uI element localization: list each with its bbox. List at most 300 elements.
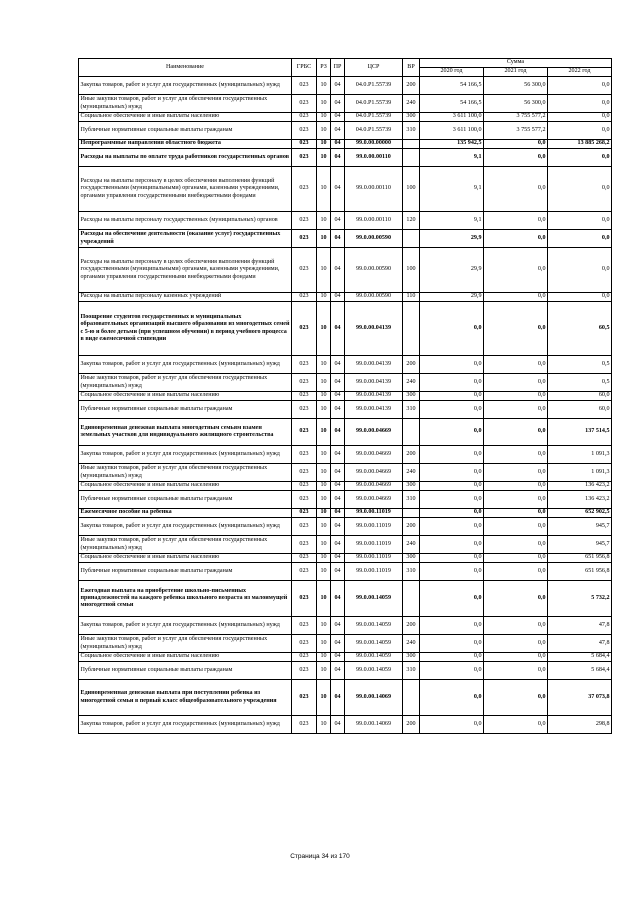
- cell-csr: 99.0.00.04669: [345, 446, 403, 464]
- cell-2020: 135 942,5: [420, 140, 484, 149]
- cell-vr: 300: [403, 482, 420, 491]
- cell-grbs: 023: [292, 149, 317, 167]
- cell-2020: 0,0: [420, 419, 484, 446]
- cell-vr: 310: [403, 122, 420, 140]
- cell-rz: 10: [317, 95, 331, 113]
- cell-rz: 10: [317, 392, 331, 401]
- cell-vr: 240: [403, 635, 420, 653]
- cell-2020: 0,0: [420, 581, 484, 617]
- cell-2022: 0,0: [548, 167, 612, 212]
- cell-vr: 310: [403, 491, 420, 509]
- table-row: [79, 401, 612, 419]
- cell-grbs: 023: [292, 392, 317, 401]
- cell-grbs: 023: [292, 113, 317, 122]
- cell-csr: 99.0.00.04669: [345, 482, 403, 491]
- cell-rz: 10: [317, 356, 331, 374]
- cell-2022: 136 423,2: [548, 482, 612, 491]
- table-row: [79, 653, 612, 662]
- cell-2020: 3 611 100,0: [420, 122, 484, 140]
- cell-grbs: 023: [292, 482, 317, 491]
- cell-2021: 0,0: [484, 392, 548, 401]
- cell-grbs: 023: [292, 302, 317, 356]
- cell-name: Ежегодная выплата на приобретение школьно-письменных принадлежностей на каждого ребенка школьного возраста из малоимущей многодетной семьи: [79, 581, 292, 617]
- cell-name: Закупка товаров, работ и услуг для государственных (муниципальных) нужд: [79, 617, 292, 635]
- cell-rz: 10: [317, 212, 331, 230]
- cell-2021: 0,0: [484, 293, 548, 302]
- cell-rz: 10: [317, 248, 331, 293]
- cell-2022: 945,7: [548, 518, 612, 536]
- cell-name: Публичные нормативные социальные выплаты гражданам: [79, 122, 292, 140]
- cell-2022: 0,0: [548, 77, 612, 95]
- cell-csr: 99.0.00.00110: [345, 212, 403, 230]
- table-row: [79, 77, 612, 95]
- cell-2021: 0,0: [484, 653, 548, 662]
- cell-2021: 0,0: [484, 419, 548, 446]
- cell-grbs: 023: [292, 635, 317, 653]
- cell-2022: 0,0: [548, 122, 612, 140]
- cell-vr: 120: [403, 212, 420, 230]
- cell-pr: 04: [331, 509, 345, 518]
- cell-grbs: 023: [292, 653, 317, 662]
- cell-rz: 10: [317, 149, 331, 167]
- cell-rz: 10: [317, 446, 331, 464]
- table-row: [79, 716, 612, 734]
- cell-rz: 10: [317, 680, 331, 716]
- cell-pr: 04: [331, 356, 345, 374]
- cell-grbs: 023: [292, 662, 317, 680]
- cell-csr: 99.0.00.14069: [345, 716, 403, 734]
- cell-name: Расходы на выплаты персоналу государственных (муниципальных) органов: [79, 212, 292, 230]
- cell-csr: 99.0.00.04139: [345, 401, 403, 419]
- table-body: [79, 77, 612, 734]
- cell-2022: 60,5: [548, 302, 612, 356]
- cell-pr: 04: [331, 140, 345, 149]
- cell-csr: 99.0.00.11019: [345, 518, 403, 536]
- cell-vr: 300: [403, 392, 420, 401]
- table-row: [79, 113, 612, 122]
- cell-vr: 240: [403, 95, 420, 113]
- cell-2021: 3 755 577,2: [484, 113, 548, 122]
- header-2021: 2021 год: [484, 68, 548, 77]
- table-row: [79, 140, 612, 149]
- cell-2022: 60,0: [548, 401, 612, 419]
- cell-grbs: 023: [292, 248, 317, 293]
- cell-vr: 200: [403, 716, 420, 734]
- cell-csr: 99.0.00.11019: [345, 554, 403, 563]
- cell-name: Ежемесячное пособие на ребенка: [79, 509, 292, 518]
- cell-2020: 29,9: [420, 248, 484, 293]
- cell-2022: 0,0: [548, 113, 612, 122]
- cell-grbs: 023: [292, 554, 317, 563]
- cell-2020: 0,0: [420, 482, 484, 491]
- cell-csr: 99.0.00.04139: [345, 374, 403, 392]
- cell-grbs: 023: [292, 563, 317, 581]
- cell-2020: 0,0: [420, 536, 484, 554]
- cell-2021: 3 755 577,2: [484, 122, 548, 140]
- cell-grbs: 023: [292, 122, 317, 140]
- cell-2022: 136 423,2: [548, 491, 612, 509]
- cell-2020: 0,0: [420, 509, 484, 518]
- table-row: [79, 491, 612, 509]
- cell-name: Иные закупки товаров, работ и услуг для обеспечения государственных (муниципальных) нужд: [79, 374, 292, 392]
- cell-2022: 5 732,2: [548, 581, 612, 617]
- cell-2021: 0,0: [484, 509, 548, 518]
- table-row: [79, 356, 612, 374]
- cell-2022: 652 902,5: [548, 509, 612, 518]
- cell-vr: 200: [403, 518, 420, 536]
- cell-grbs: 023: [292, 617, 317, 635]
- cell-2022: 47,8: [548, 635, 612, 653]
- cell-2020: 3 611 100,0: [420, 113, 484, 122]
- cell-name: Иные закупки товаров, работ и услуг для обеспечения государственных (муниципальных) нужд: [79, 536, 292, 554]
- header-2020: 2020 год: [420, 68, 484, 77]
- header-grbs: ГРБС: [292, 59, 317, 77]
- cell-2021: 0,0: [484, 149, 548, 167]
- table-row: [79, 518, 612, 536]
- cell-2022: 137 514,5: [548, 419, 612, 446]
- cell-2021: 0,0: [484, 140, 548, 149]
- cell-2020: 0,0: [420, 374, 484, 392]
- cell-pr: 04: [331, 113, 345, 122]
- cell-pr: 04: [331, 554, 345, 563]
- cell-grbs: 023: [292, 509, 317, 518]
- table-header: [79, 59, 612, 77]
- cell-2022: 1 091,3: [548, 464, 612, 482]
- cell-pr: 04: [331, 518, 345, 536]
- cell-2020: 9,1: [420, 212, 484, 230]
- cell-pr: 04: [331, 122, 345, 140]
- cell-csr: 99.0.00.04669: [345, 419, 403, 446]
- cell-pr: 04: [331, 617, 345, 635]
- cell-2020: 0,0: [420, 680, 484, 716]
- table-row: [79, 617, 612, 635]
- cell-rz: 10: [317, 581, 331, 617]
- cell-vr: 310: [403, 662, 420, 680]
- cell-2020: 0,0: [420, 635, 484, 653]
- cell-2020: 0,0: [420, 518, 484, 536]
- cell-name: Закупка товаров, работ и услуг для государственных (муниципальных) нужд: [79, 716, 292, 734]
- cell-csr: 99.0.00.04669: [345, 464, 403, 482]
- cell-name: Закупка товаров, работ и услуг для государственных (муниципальных) нужд: [79, 356, 292, 374]
- cell-grbs: 023: [292, 680, 317, 716]
- cell-rz: 10: [317, 464, 331, 482]
- cell-pr: 04: [331, 230, 345, 248]
- cell-2020: 0,0: [420, 491, 484, 509]
- cell-2020: 0,0: [420, 356, 484, 374]
- table-row: [79, 95, 612, 113]
- cell-csr: 99.0.00.14069: [345, 680, 403, 716]
- cell-pr: 04: [331, 374, 345, 392]
- cell-2021: 56 300,0: [484, 95, 548, 113]
- cell-2020: 0,0: [420, 554, 484, 563]
- cell-2022: 0,0: [548, 95, 612, 113]
- cell-name: Закупка товаров, работ и услуг для государственных (муниципальных) нужд: [79, 446, 292, 464]
- cell-grbs: 023: [292, 518, 317, 536]
- cell-2021: 0,0: [484, 680, 548, 716]
- cell-grbs: 023: [292, 419, 317, 446]
- cell-2022: 651 956,8: [548, 563, 612, 581]
- cell-vr: 200: [403, 617, 420, 635]
- table-row: [79, 392, 612, 401]
- table-row: [79, 536, 612, 554]
- cell-vr: 300: [403, 554, 420, 563]
- cell-name: Расходы на выплаты персоналу в целях обеспечения выполнения функций государственными (муниципальными) органами, казенными учреждениями, органами управления государственными внебюджетными фондами: [79, 167, 292, 212]
- cell-name: Закупка товаров, работ и услуг для государственных (муниципальных) нужд: [79, 77, 292, 95]
- cell-vr: 240: [403, 536, 420, 554]
- table-row: [79, 212, 612, 230]
- table-row: [79, 419, 612, 446]
- cell-grbs: 023: [292, 464, 317, 482]
- cell-2022: 5 684,4: [548, 662, 612, 680]
- cell-vr: 300: [403, 653, 420, 662]
- cell-csr: 99.0.00.14059: [345, 662, 403, 680]
- table-row: [79, 464, 612, 482]
- cell-csr: 99.0.00.00110: [345, 149, 403, 167]
- cell-pr: 04: [331, 446, 345, 464]
- cell-2020: 0,0: [420, 617, 484, 635]
- cell-pr: 04: [331, 248, 345, 293]
- cell-grbs: 023: [292, 536, 317, 554]
- cell-rz: 10: [317, 113, 331, 122]
- cell-2021: 0,0: [484, 617, 548, 635]
- header-csr: ЦСР: [345, 59, 403, 77]
- cell-2020: 54 166,5: [420, 77, 484, 95]
- cell-csr: 99.0.00.00590: [345, 230, 403, 248]
- table-row: [79, 509, 612, 518]
- cell-2020: 0,0: [420, 401, 484, 419]
- cell-name: Поощрение студентов государственных и муниципальных образовательных организаций высшего образования из многодетных семей с 5-ю и более детьми (при успешном обучении) в период учебного процесса в виде ежемесячной стипендии: [79, 302, 292, 356]
- cell-name: Расходы на обеспечение деятельности (оказание услуг) государственных учреждений: [79, 230, 292, 248]
- cell-csr: 99.0.00.14059: [345, 581, 403, 617]
- cell-name: Единовременная денежная выплата многодетным семьям взамен земельных участков для индивидуального жилищного строительства: [79, 419, 292, 446]
- cell-2020: 29,9: [420, 293, 484, 302]
- cell-grbs: 023: [292, 401, 317, 419]
- cell-2020: 9,1: [420, 167, 484, 212]
- cell-csr: 99.0.00.14059: [345, 635, 403, 653]
- table-row: [79, 680, 612, 716]
- cell-name: Расходы на выплаты по оплате труда работников государственных органов: [79, 149, 292, 167]
- cell-grbs: 023: [292, 230, 317, 248]
- cell-rz: 10: [317, 302, 331, 356]
- cell-grbs: 023: [292, 140, 317, 149]
- cell-name: Расходы на выплаты персоналу казенных учреждений: [79, 293, 292, 302]
- cell-2020: 0,0: [420, 653, 484, 662]
- cell-vr: 240: [403, 464, 420, 482]
- cell-2021: 56 300,0: [484, 77, 548, 95]
- cell-name: Публичные нормативные социальные выплаты гражданам: [79, 662, 292, 680]
- cell-csr: 99.0.00.04139: [345, 302, 403, 356]
- cell-2020: 0,0: [420, 563, 484, 581]
- cell-grbs: 023: [292, 374, 317, 392]
- cell-2022: 0,0: [548, 212, 612, 230]
- cell-csr: 99.0.00.11019: [345, 509, 403, 518]
- cell-vr: 200: [403, 446, 420, 464]
- cell-pr: 04: [331, 482, 345, 491]
- cell-2022: 0,5: [548, 374, 612, 392]
- budget-table-sheet: [78, 58, 611, 734]
- cell-2022: 13 885 268,2: [548, 140, 612, 149]
- cell-2022: 37 073,8: [548, 680, 612, 716]
- cell-2022: 0,0: [548, 293, 612, 302]
- cell-csr: 99.0.00.04139: [345, 392, 403, 401]
- cell-2022: 47,8: [548, 617, 612, 635]
- cell-name: Социальное обеспечение и иные выплаты населению: [79, 653, 292, 662]
- table-row: [79, 446, 612, 464]
- cell-2022: 0,0: [548, 248, 612, 293]
- cell-vr: 100: [403, 167, 420, 212]
- cell-pr: 04: [331, 95, 345, 113]
- cell-2020: 54 166,5: [420, 95, 484, 113]
- cell-2022: 1 091,3: [548, 446, 612, 464]
- table-row: [79, 581, 612, 617]
- cell-rz: 10: [317, 482, 331, 491]
- cell-vr: 310: [403, 563, 420, 581]
- cell-rz: 10: [317, 635, 331, 653]
- cell-name: Единовременная денежная выплата при поступлении ребенка из многодетной семьи в первый класс общеобразовательного учреждения: [79, 680, 292, 716]
- cell-grbs: 023: [292, 716, 317, 734]
- table-row: [79, 230, 612, 248]
- cell-name: Социальное обеспечение и иные выплаты населению: [79, 392, 292, 401]
- budget-table: [78, 58, 612, 734]
- cell-vr: [403, 302, 420, 356]
- cell-csr: 99.0.00.04669: [345, 491, 403, 509]
- cell-2020: 29,9: [420, 230, 484, 248]
- cell-pr: 04: [331, 635, 345, 653]
- cell-name: Публичные нормативные социальные выплаты гражданам: [79, 401, 292, 419]
- cell-2021: 0,0: [484, 482, 548, 491]
- cell-2021: 0,0: [484, 518, 548, 536]
- cell-rz: 10: [317, 509, 331, 518]
- cell-vr: [403, 509, 420, 518]
- cell-name: Публичные нормативные социальные выплаты гражданам: [79, 563, 292, 581]
- cell-2022: 945,7: [548, 536, 612, 554]
- cell-csr: 04.0.P1.55739: [345, 122, 403, 140]
- cell-2022: 651 956,8: [548, 554, 612, 563]
- cell-pr: 04: [331, 77, 345, 95]
- cell-csr: 99.0.00.14059: [345, 617, 403, 635]
- cell-pr: 04: [331, 392, 345, 401]
- table-row: [79, 149, 612, 167]
- cell-rz: 10: [317, 554, 331, 563]
- cell-name: Иные закупки товаров, работ и услуг для обеспечения государственных (муниципальных) нужд: [79, 635, 292, 653]
- table-row: [79, 482, 612, 491]
- header-vr: ВР: [403, 59, 420, 77]
- cell-rz: 10: [317, 140, 331, 149]
- cell-rz: 10: [317, 167, 331, 212]
- cell-2021: 0,0: [484, 212, 548, 230]
- cell-pr: 04: [331, 563, 345, 581]
- cell-2021: 0,0: [484, 248, 548, 293]
- table-row: [79, 293, 612, 302]
- cell-csr: 99.0.00.11019: [345, 563, 403, 581]
- cell-2021: 0,0: [484, 563, 548, 581]
- cell-2021: 0,0: [484, 635, 548, 653]
- cell-name: Непрограммные направления областного бюджета: [79, 140, 292, 149]
- cell-pr: 04: [331, 419, 345, 446]
- cell-grbs: 023: [292, 95, 317, 113]
- cell-name: Публичные нормативные социальные выплаты гражданам: [79, 491, 292, 509]
- table-row: [79, 302, 612, 356]
- cell-2021: 0,0: [484, 536, 548, 554]
- cell-2020: 0,0: [420, 392, 484, 401]
- cell-grbs: 023: [292, 446, 317, 464]
- table-row: [79, 635, 612, 653]
- cell-vr: 100: [403, 248, 420, 293]
- cell-vr: [403, 149, 420, 167]
- cell-2021: 0,0: [484, 491, 548, 509]
- cell-rz: 10: [317, 563, 331, 581]
- cell-csr: 04.0.P1.55739: [345, 77, 403, 95]
- cell-2022: 0,5: [548, 356, 612, 374]
- table-row: [79, 563, 612, 581]
- header-2022: 2022 год: [548, 68, 612, 77]
- cell-2022: 0,0: [548, 149, 612, 167]
- page-number: Страница 34 из 170: [290, 853, 350, 860]
- cell-2022: 0,0: [548, 230, 612, 248]
- cell-name: Иные закупки товаров, работ и услуг для обеспечения государственных (муниципальных) нужд: [79, 464, 292, 482]
- cell-rz: 10: [317, 491, 331, 509]
- cell-2021: 0,0: [484, 662, 548, 680]
- cell-grbs: 023: [292, 77, 317, 95]
- cell-rz: 10: [317, 518, 331, 536]
- cell-pr: 04: [331, 149, 345, 167]
- cell-pr: 04: [331, 662, 345, 680]
- cell-vr: 200: [403, 77, 420, 95]
- cell-rz: 10: [317, 419, 331, 446]
- cell-vr: [403, 680, 420, 716]
- cell-csr: 99.0.00.04139: [345, 356, 403, 374]
- table-row: [79, 167, 612, 212]
- cell-2020: 9,1: [420, 149, 484, 167]
- cell-pr: 04: [331, 293, 345, 302]
- cell-name: Расходы на выплаты персоналу в целях обеспечения выполнения функций государственными (муниципальными) органами, казенными учреждениями, органами управления государственными внебюджетными фондами: [79, 248, 292, 293]
- cell-csr: 04.0.P1.55739: [345, 95, 403, 113]
- cell-2021: 0,0: [484, 446, 548, 464]
- cell-pr: 04: [331, 581, 345, 617]
- cell-csr: 99.0.00.00590: [345, 248, 403, 293]
- cell-rz: 10: [317, 653, 331, 662]
- cell-csr: 99.0.00.00000: [345, 140, 403, 149]
- cell-grbs: 023: [292, 491, 317, 509]
- table-row: [79, 248, 612, 293]
- cell-grbs: 023: [292, 356, 317, 374]
- cell-2021: 0,0: [484, 464, 548, 482]
- cell-name: Иные закупки товаров, работ и услуг для обеспечения государственных (муниципальных) нужд: [79, 95, 292, 113]
- cell-csr: 99.0.00.11019: [345, 536, 403, 554]
- cell-pr: 04: [331, 491, 345, 509]
- table-row: [79, 662, 612, 680]
- cell-name: Социальное обеспечение и иные выплаты населению: [79, 113, 292, 122]
- cell-rz: 10: [317, 230, 331, 248]
- cell-vr: [403, 140, 420, 149]
- cell-rz: 10: [317, 662, 331, 680]
- cell-2022: 5 684,4: [548, 653, 612, 662]
- header-name: Наименование: [79, 59, 292, 77]
- cell-rz: 10: [317, 374, 331, 392]
- header-pr: ПР: [331, 59, 345, 77]
- cell-pr: 04: [331, 680, 345, 716]
- cell-name: Социальное обеспечение и иные выплаты населению: [79, 482, 292, 491]
- cell-name: Социальное обеспечение и иные выплаты населению: [79, 554, 292, 563]
- cell-csr: 04.0.P1.55739: [345, 113, 403, 122]
- cell-rz: 10: [317, 77, 331, 95]
- cell-rz: 10: [317, 401, 331, 419]
- cell-2020: 0,0: [420, 716, 484, 734]
- cell-csr: 99.0.00.00590: [345, 293, 403, 302]
- cell-rz: 10: [317, 122, 331, 140]
- cell-pr: 04: [331, 302, 345, 356]
- cell-pr: 04: [331, 536, 345, 554]
